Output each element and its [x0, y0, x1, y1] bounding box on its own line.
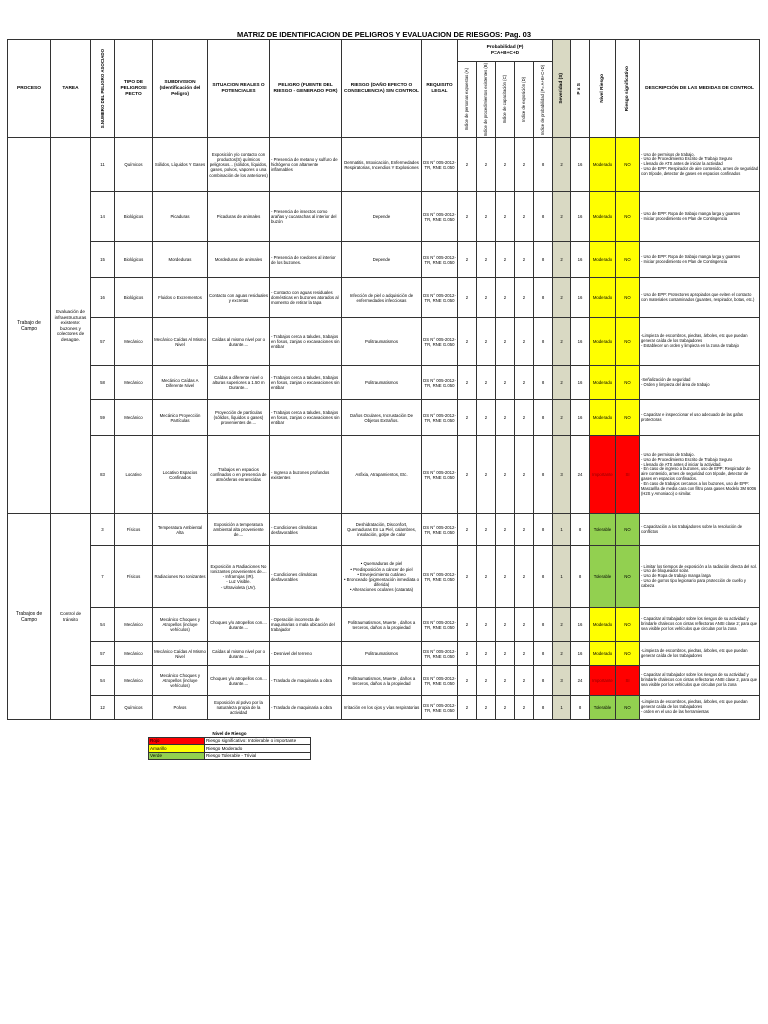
- header-tipo: TIPO DE PELIGROSI PECTO: [115, 40, 153, 138]
- table-row: [8, 608, 760, 642]
- row-medidas: - Capacitar al trabajador sobre los riesgos de su actividad y brindarle chalecos con cintas reflectoras ANSI clase 2; para que sea visible por los vehículos que circulan por la zona: [640, 608, 760, 642]
- legend-color-green: Verde: [149, 752, 205, 760]
- row-significativo: NO: [616, 696, 640, 720]
- row-prob-a: 2: [458, 366, 477, 400]
- row-prob-sum: 8: [534, 608, 553, 642]
- row-riesgo: Dermatitis, Intoxicación, Enfermedades Respiratorias, Incendios Y Explosiones: [342, 138, 422, 192]
- row-tarea: Evaluación de infraestructuras existente: buzones y colectores de desagüe.: [51, 138, 91, 514]
- row-situacion: Caídas al mismo nivel por o durante....: [208, 318, 270, 366]
- row-severidad: 2: [553, 192, 571, 242]
- header-significativo: Riesgo significativo: [616, 40, 640, 138]
- row-tipo: Mecánico: [115, 318, 153, 366]
- row-severidad: 2: [553, 318, 571, 366]
- row-severidad: 2: [553, 400, 571, 436]
- row-subdivision: Mecánico Proyección Partículas: [153, 400, 208, 436]
- row-peligro: - Trabajos cerca a taludes, trabajos en fosos, zanjas o excavaciones sin entibar: [270, 318, 342, 366]
- row-peligro: - Presencia de insectos como arañas y cucarachas al interior del buzón: [270, 192, 342, 242]
- row-prob-d: 2: [515, 642, 534, 666]
- row-requisito: DS N° 005-2012-TR, RNE G.050: [422, 242, 458, 278]
- table-row: [8, 400, 760, 436]
- row-situacion: Choques y/o atropellos con.... durante....: [208, 666, 270, 696]
- header-subdivision: SUBDIVISION (Identificación del Peligro): [153, 40, 208, 138]
- row-significativo: SI: [616, 666, 640, 696]
- table-row: [8, 366, 760, 400]
- header-prob-c: Indice de capacitación (C): [496, 62, 515, 138]
- row-significativo: NO: [616, 318, 640, 366]
- row-requisito: DS N° 005-2012-TR, RNE G.050: [422, 400, 458, 436]
- table-row: [8, 318, 760, 366]
- row-prob-sum: 8: [534, 696, 553, 720]
- row-prob-c: 2: [496, 366, 515, 400]
- row-prob-c: 2: [496, 608, 515, 642]
- row-severidad: 2: [553, 608, 571, 642]
- row-nivel: Moderado: [590, 366, 616, 400]
- row-nivel: Moderado: [590, 242, 616, 278]
- row-riesgo: Politraumatismos, Muerte , daños a terceros, daños a la propiedad: [342, 608, 422, 642]
- row-subdivision: Temperatura Ambiental Alta: [153, 514, 208, 546]
- row-nivel: Importante: [590, 436, 616, 514]
- legend-text-red: Riesgo significativo: Intolerable o importante: [205, 737, 311, 745]
- row-subdivision: Picaduras: [153, 192, 208, 242]
- table-row: [8, 242, 760, 278]
- row-requisito: DS N° 005-2012-TR, RNE G.050: [422, 666, 458, 696]
- row-nivel: Moderado: [590, 318, 616, 366]
- row-peligro: - Trabajos cerca a taludes, trabajos en fosos, zanjas o excavaciones sin entibar: [270, 366, 342, 400]
- page-title: MATRIZ DE IDENTIFICACION DE PELIGROS Y EVALUACION DE RIESGOS: Pag. 03: [236, 30, 532, 39]
- row-peligro: - Contacto con aguas residuales domésticas en buzones atorados al momento de retirar la tapa: [270, 278, 342, 318]
- row-prob-c: 2: [496, 318, 515, 366]
- row-peligro: - Traslado de maquinaria a obra: [270, 696, 342, 720]
- row-prob-d: 2: [515, 608, 534, 642]
- row-tipo: Mecánico: [115, 400, 153, 436]
- row-prob-a: 2: [458, 400, 477, 436]
- row-prob-c: 2: [496, 242, 515, 278]
- table-row: [8, 642, 760, 666]
- legend-color-red: Rojo: [149, 737, 205, 745]
- row-prob-sum: 8: [534, 436, 553, 514]
- row-situacion: Exposición a temperatura ambiental alta proveniente de....: [208, 514, 270, 546]
- row-prob-c: 2: [496, 192, 515, 242]
- row-situacion: Mordeduras de animales: [208, 242, 270, 278]
- row-subdivision: Sólidos, Líquidos Y Gases: [153, 138, 208, 192]
- row-nivel: Importante: [590, 666, 616, 696]
- row-prob-d: 2: [515, 366, 534, 400]
- row-number: 11: [91, 138, 115, 192]
- row-situacion: Proyección de partículas (sólidos, líquidos o gases) provenientes de....: [208, 400, 270, 436]
- row-prob-sum: 8: [534, 366, 553, 400]
- row-subdivision: Mecánico Caídas A Diferente Nivel: [153, 366, 208, 400]
- row-nivel: Tolerable: [590, 514, 616, 546]
- legend-title: Nivel de Riesgo: [212, 730, 247, 736]
- row-prob-c: 2: [496, 546, 515, 608]
- row-prob-a: 2: [458, 242, 477, 278]
- header-prob-a: Indice de personas expuestas (A): [458, 62, 477, 138]
- row-subdivision: Mecánico Caídas Al Mismo Nivel: [153, 642, 208, 666]
- row-nivel: Moderado: [590, 642, 616, 666]
- row-number: 7: [91, 546, 115, 608]
- row-prob-d: 2: [515, 436, 534, 514]
- row-prob-b: 2: [477, 666, 496, 696]
- header-prob-b: Indice de procedimientos existentes (B): [477, 62, 496, 138]
- legend-text-yellow: Riesgo Moderado: [205, 745, 311, 753]
- row-number: 57: [91, 318, 115, 366]
- row-number: 59: [91, 400, 115, 436]
- row-requisito: DS N° 005-2012-TR, RNE G.050: [422, 546, 458, 608]
- row-nivel: Moderado: [590, 192, 616, 242]
- table-row: [8, 514, 760, 546]
- row-medidas: -Limpieza de escombros, piedras, árboles, etc que puedan generar caída de los trabajadores: [640, 642, 760, 666]
- row-prob-sum: 8: [534, 400, 553, 436]
- row-prob-d: 2: [515, 242, 534, 278]
- row-subdivision: Locativo Espacios Confinados: [153, 436, 208, 514]
- row-riesgo: Irritación en los ojos y vías respiratorias: [342, 696, 422, 720]
- row-prob-d: 2: [515, 400, 534, 436]
- row-medidas: -Señalización de seguridad - Orden y limpieza del área de trabajo: [640, 366, 760, 400]
- row-significativo: NO: [616, 366, 640, 400]
- row-number: 57: [91, 642, 115, 666]
- row-significativo: NO: [616, 242, 640, 278]
- row-prob-b: 2: [477, 192, 496, 242]
- header-situacion: SITUACION REALES O POTENCIALES: [208, 40, 270, 138]
- header-proceso: PROCESO: [8, 40, 51, 138]
- row-situacion: Exposición a Radiaciones No Ionizantes provenientes de.... - Infrarrojas (IR). - Luz Visible. - Ultravioleta (UV).: [208, 546, 270, 608]
- table-row: [8, 546, 760, 608]
- row-prob-c: 2: [496, 696, 515, 720]
- row-prob-sum: 8: [534, 242, 553, 278]
- header-prob-sum: Indice de probabilidad (P= A+B+C+D): [534, 62, 553, 138]
- row-subdivision: Mecánico Caídas Al Mismo Nivel: [153, 318, 208, 366]
- row-severidad: 2: [553, 642, 571, 666]
- table-row: [8, 278, 760, 318]
- row-tipo: Mecánico: [115, 608, 153, 642]
- row-significativo: NO: [616, 642, 640, 666]
- row-prob-b: 2: [477, 138, 496, 192]
- row-prob-a: 2: [458, 546, 477, 608]
- row-medidas: - Uso de EPP: Protectores apropiados que eviten el contacto con materiales contaminados (guantes, respirador, botas, etc.): [640, 278, 760, 318]
- row-riesgo: Depende: [342, 192, 422, 242]
- row-severidad: 1: [553, 514, 571, 546]
- row-peligro: - Operación incorrecta de maquinarias o mala ubicación del trabajador: [270, 608, 342, 642]
- row-prob-sum: 8: [534, 514, 553, 546]
- row-pxs: 16: [571, 642, 590, 666]
- row-nivel: Moderado: [590, 608, 616, 642]
- row-prob-sum: 8: [534, 192, 553, 242]
- row-tipo: Biológicos: [115, 278, 153, 318]
- row-nivel: Tolerable: [590, 546, 616, 608]
- row-tipo: Físicos: [115, 514, 153, 546]
- row-severidad: 2: [553, 278, 571, 318]
- row-prob-b: 2: [477, 278, 496, 318]
- row-situacion: Exposición al polvo por la naturaleza propia de la actividad: [208, 696, 270, 720]
- row-prob-sum: 8: [534, 318, 553, 366]
- row-prob-d: 2: [515, 138, 534, 192]
- row-prob-d: 2: [515, 278, 534, 318]
- row-prob-sum: 8: [534, 138, 553, 192]
- header-peligro: PELIGRO (FUENTE DEL RIESGO - GENERADO POR): [270, 40, 342, 138]
- row-prob-d: 2: [515, 192, 534, 242]
- row-riesgo: Infección de piel o adquisición de enfermedades infecciosas: [342, 278, 422, 318]
- row-prob-b: 2: [477, 514, 496, 546]
- row-subdivision: Polvos: [153, 696, 208, 720]
- row-proceso: Trabajos de Campo: [8, 514, 51, 720]
- row-prob-a: 2: [458, 642, 477, 666]
- row-tipo: Biológicos: [115, 192, 153, 242]
- row-significativo: NO: [616, 608, 640, 642]
- row-prob-d: 2: [515, 696, 534, 720]
- row-significativo: SI: [616, 436, 640, 514]
- row-severidad: 1: [553, 546, 571, 608]
- row-requisito: DS N° 005-2012-TR, RNE G.050: [422, 138, 458, 192]
- header-prob-d: Indice de exposición (D): [515, 62, 534, 138]
- row-peligro: - Condiciones climáticas desfavorables: [270, 514, 342, 546]
- row-pxs: 16: [571, 318, 590, 366]
- row-medidas: - Capacitar al trabajador sobre los riesgos de su actividad y brindarle chalecos con cintas reflectoras ANSI clase 2, para que sea visible por los vehículos que circulan por la zona: [640, 666, 760, 696]
- row-situacion: Picaduras de animales: [208, 192, 270, 242]
- row-prob-a: 2: [458, 696, 477, 720]
- row-medidas: - Uso de EPP: Ropa de trabajo manga larga y guantes - Iniciar procedimiento en Plan de Contingencia: [640, 192, 760, 242]
- row-riesgo: Asfixia, Atrapamientos, Etc.: [342, 436, 422, 514]
- header-numero: S.NUMERO DEL PELIGRO ASOCIADO: [91, 40, 115, 138]
- row-subdivision: Fluidos o Excrementos: [153, 278, 208, 318]
- row-peligro: - Traslado de maquinaria a obra: [270, 666, 342, 696]
- row-situacion: Contacto con aguas residuales y excretas: [208, 278, 270, 318]
- row-pxs: 16: [571, 242, 590, 278]
- row-riesgo: Politraumatismos: [342, 366, 422, 400]
- row-pxs: 16: [571, 366, 590, 400]
- row-subdivision: Mecánico Choques y Atropellos (incluye vehículos): [153, 608, 208, 642]
- row-medidas: - Capacitación a los trabajadores sobre la resolución de conflictos: [640, 514, 760, 546]
- header-severidad: Severidad (S): [553, 40, 571, 138]
- row-tipo: Mecánico: [115, 642, 153, 666]
- row-subdivision: Radiaciones No Ionizantes: [153, 546, 208, 608]
- row-peligro: - Condiciones climáticas desfavorables: [270, 546, 342, 608]
- row-pxs: 16: [571, 400, 590, 436]
- row-prob-b: 2: [477, 242, 496, 278]
- row-nivel: Moderado: [590, 400, 616, 436]
- risk-legend: [148, 730, 311, 760]
- row-prob-a: 2: [458, 138, 477, 192]
- row-significativo: NO: [616, 138, 640, 192]
- row-pxs: 16: [571, 138, 590, 192]
- header-riesgo: RIESGO (DAÑO EFECTO O CONSECUENCIA) SIN CONTROL: [342, 40, 422, 138]
- legend-text-green: Riesgo Tolerable - Trivial: [205, 752, 311, 760]
- row-proceso: Trabajo de Campo: [8, 138, 51, 514]
- header-nivel: Nivel Riesgo: [590, 40, 616, 138]
- row-requisito: DS N° 005-2012-TR, RNE G.050: [422, 436, 458, 514]
- row-number: 3: [91, 514, 115, 546]
- row-nivel: Moderado: [590, 278, 616, 318]
- row-requisito: DS N° 005-2012-TR, RNE G.050: [422, 608, 458, 642]
- row-pxs: 16: [571, 278, 590, 318]
- row-prob-b: 2: [477, 608, 496, 642]
- row-prob-sum: 8: [534, 642, 553, 666]
- row-prob-c: 2: [496, 642, 515, 666]
- row-significativo: NO: [616, 278, 640, 318]
- row-nivel: Moderado: [590, 138, 616, 192]
- row-prob-b: 2: [477, 318, 496, 366]
- row-peligro: - Presencia de metano y sulfuro de hidrógeno con altamente inflamables: [270, 138, 342, 192]
- row-requisito: DS N° 005-2012-TR, RNE G.050: [422, 318, 458, 366]
- row-prob-b: 2: [477, 696, 496, 720]
- row-peligro: - Ingreso a buzones profundos existentes: [270, 436, 342, 514]
- row-prob-c: 2: [496, 514, 515, 546]
- row-peligro: - Trabajos cerca a taludes, trabajos en fosos, zanjas o excavaciones sin entibar: [270, 400, 342, 436]
- row-prob-c: 2: [496, 436, 515, 514]
- risk-matrix-table: [7, 39, 760, 720]
- row-prob-b: 2: [477, 436, 496, 514]
- table-row: [8, 138, 760, 192]
- row-tipo: Mecánico: [115, 366, 153, 400]
- row-peligro: - Desnivel del terreno: [270, 642, 342, 666]
- row-medidas: - Capacitar e inspeccionar el uso adecuado de las gafas protectoras: [640, 400, 760, 436]
- row-requisito: DS N° 005-2012-TR, RNE G.050: [422, 192, 458, 242]
- row-prob-sum: 8: [534, 278, 553, 318]
- row-riesgo: Deshidratación, Disconfort, Quemaduras En La Piel, calambres, insolación, golpe de calor: [342, 514, 422, 546]
- row-tipo: Físicos: [115, 546, 153, 608]
- row-situacion: Exposición y/o contacto con productos(S) químicos peligrosos... (sólidos, líquidos, gases, polvos, vapores o una combinación de los anteriores): [208, 138, 270, 192]
- row-prob-a: 2: [458, 514, 477, 546]
- table-row: [8, 666, 760, 696]
- row-subdivision: Mordeduras: [153, 242, 208, 278]
- row-prob-sum: 8: [534, 666, 553, 696]
- row-prob-d: 2: [515, 318, 534, 366]
- legend-color-yellow: Amarillo: [149, 745, 205, 753]
- row-severidad: 3: [553, 666, 571, 696]
- row-tipo: Mecánico: [115, 666, 153, 696]
- header-tarea: TAREA: [51, 40, 91, 138]
- row-pxs: 8: [571, 546, 590, 608]
- row-pxs: 16: [571, 608, 590, 642]
- row-riesgo: Daños Oculares, Incrustación De Objetos Extraños.: [342, 400, 422, 436]
- header-medidas: DESCRIPCIÓN DE LAS MEDIDAS DE CONTROL: [640, 40, 760, 138]
- row-pxs: 16: [571, 192, 590, 242]
- row-prob-sum: 8: [534, 546, 553, 608]
- row-requisito: DS N° 005-2012-TR, RNE G.050: [422, 366, 458, 400]
- row-severidad: 1: [553, 696, 571, 720]
- row-prob-c: 2: [496, 278, 515, 318]
- row-medidas: - Uso de permisos de trabajo. - Uso de Procedimiento Escrito de Trabajo Seguro - Llenado de ATS antes d iniciar la actividad. - En caso de ingreso a buzones, uso de EPP: Respirador de aire contenido, arnes de seguridad con tripode, detector de gases en espacios confinados. - En caso de trabajos cercanos a los buzones, uso de EPP: Mascarilla de media cara con filtro para gases Modelo 3M 6006 (H2S y Amoniaco) o similar.: [640, 436, 760, 514]
- row-number: 58: [91, 366, 115, 400]
- row-riesgo: Politraumatismos: [342, 318, 422, 366]
- row-prob-a: 2: [458, 278, 477, 318]
- row-tipo: Químicos: [115, 138, 153, 192]
- row-prob-c: 2: [496, 138, 515, 192]
- row-significativo: NO: [616, 400, 640, 436]
- row-requisito: DS N° 005-2012-TR, RNE G.050: [422, 514, 458, 546]
- row-severidad: 3: [553, 436, 571, 514]
- row-riesgo: Depende: [342, 242, 422, 278]
- row-severidad: 2: [553, 138, 571, 192]
- row-tarea: Control de tránsito: [51, 514, 91, 720]
- row-tipo: Locativo: [115, 436, 153, 514]
- table-row: [8, 696, 760, 720]
- row-significativo: NO: [616, 514, 640, 546]
- row-requisito: DS N° 005-2012-TR, RNE G.050: [422, 642, 458, 666]
- row-number: 54: [91, 608, 115, 642]
- row-pxs: 24: [571, 436, 590, 514]
- row-medidas: -Limpieza de escombros, piedras, árboles, etc que puedan generar caída de los trabajadores - orden en el uso de las herramientas: [640, 696, 760, 720]
- row-nivel: Tolerable: [590, 696, 616, 720]
- row-prob-a: 2: [458, 318, 477, 366]
- matrix-body: [8, 138, 760, 720]
- header-requisito: REQUISITO LEGAL: [422, 40, 458, 138]
- row-prob-a: 2: [458, 666, 477, 696]
- row-situacion: Caídas a diferente nivel o alturas superiores a 1.50 m Durante...: [208, 366, 270, 400]
- row-tipo: Químicos: [115, 696, 153, 720]
- row-situacion: Trabajos en espacios confinados o en presencia de atmósferas enrarecidas: [208, 436, 270, 514]
- row-prob-b: 2: [477, 546, 496, 608]
- row-riesgo: Politraumatismos, Muerte , daños a terceros, daños a la propiedad: [342, 666, 422, 696]
- row-number: 15: [91, 242, 115, 278]
- row-riesgo: • Quemaduras de piel • Predisposición a cáncer de piel • Envejecimiento cutáneo • Bronceado (pigmentación inmediata o diferida) • Alteraciones oculares (catarata): [342, 546, 422, 608]
- row-prob-d: 2: [515, 546, 534, 608]
- row-riesgo: Politraumatismos: [342, 642, 422, 666]
- row-pxs: 8: [571, 514, 590, 546]
- row-prob-a: 2: [458, 192, 477, 242]
- row-number: 14: [91, 192, 115, 242]
- row-prob-d: 2: [515, 666, 534, 696]
- row-medidas: - Uso de permisos de trabajo. - Uso de Procedimiento Escrito de Trabajo Seguro - Llenado de ATS antes de iniciar la actividad - Uso de EPP: Respirador de aire contenido, arnes de seguridad con trípode, detector de gases en espacios confinados: [640, 138, 760, 192]
- row-prob-c: 2: [496, 666, 515, 696]
- row-prob-b: 2: [477, 366, 496, 400]
- row-medidas: -Limpieza de escombros, piedras, árboles, etc que puedan generar caída de los trabajadores - Establecer un orden y limpieza en la zona de trabajo: [640, 318, 760, 366]
- row-medidas: - Uso de EPP: Ropa de trabajo manga larga y guantes - Iniciar procedimiento en Plan de Contingencia: [640, 242, 760, 278]
- table-row: [8, 436, 760, 514]
- table-row: [8, 192, 760, 242]
- row-significativo: NO: [616, 192, 640, 242]
- row-requisito: DS N° 005-2012-TR, RNE G.050: [422, 278, 458, 318]
- row-peligro: - Presencia de roedores al interior de los buzones.: [270, 242, 342, 278]
- row-number: 54: [91, 666, 115, 696]
- row-number: 16: [91, 278, 115, 318]
- row-situacion: Choques y/o atropellos con.... durante....: [208, 608, 270, 642]
- row-tipo: Biológicos: [115, 242, 153, 278]
- row-significativo: NO: [616, 546, 640, 608]
- row-number: 12: [91, 696, 115, 720]
- row-prob-d: 2: [515, 514, 534, 546]
- row-number: 83: [91, 436, 115, 514]
- row-prob-b: 2: [477, 400, 496, 436]
- row-severidad: 2: [553, 366, 571, 400]
- row-pxs: 8: [571, 696, 590, 720]
- row-severidad: 2: [553, 242, 571, 278]
- row-requisito: DS N° 005-2012-TR, RNE G.050: [422, 696, 458, 720]
- row-pxs: 24: [571, 666, 590, 696]
- row-prob-c: 2: [496, 400, 515, 436]
- row-prob-a: 2: [458, 608, 477, 642]
- row-prob-a: 2: [458, 436, 477, 514]
- row-situacion: Caídas al mismo nivel por o durante....: [208, 642, 270, 666]
- header-pxs: P x S: [571, 40, 590, 138]
- row-medidas: - Limitar los tiempos de exposición a la radiación directa del sol. - Uso de bloqueador solar. - Uso de Ropa de trabajo manga larga - Uso de gorros tipo legionario para protección de cuello y cabeza: [640, 546, 760, 608]
- row-prob-b: 2: [477, 642, 496, 666]
- row-subdivision: Mecánico Choques y Atropellos (incluye vehículos): [153, 666, 208, 696]
- header-probabilidad: Probabilidad (P) P=A+B+C+D: [458, 40, 553, 62]
